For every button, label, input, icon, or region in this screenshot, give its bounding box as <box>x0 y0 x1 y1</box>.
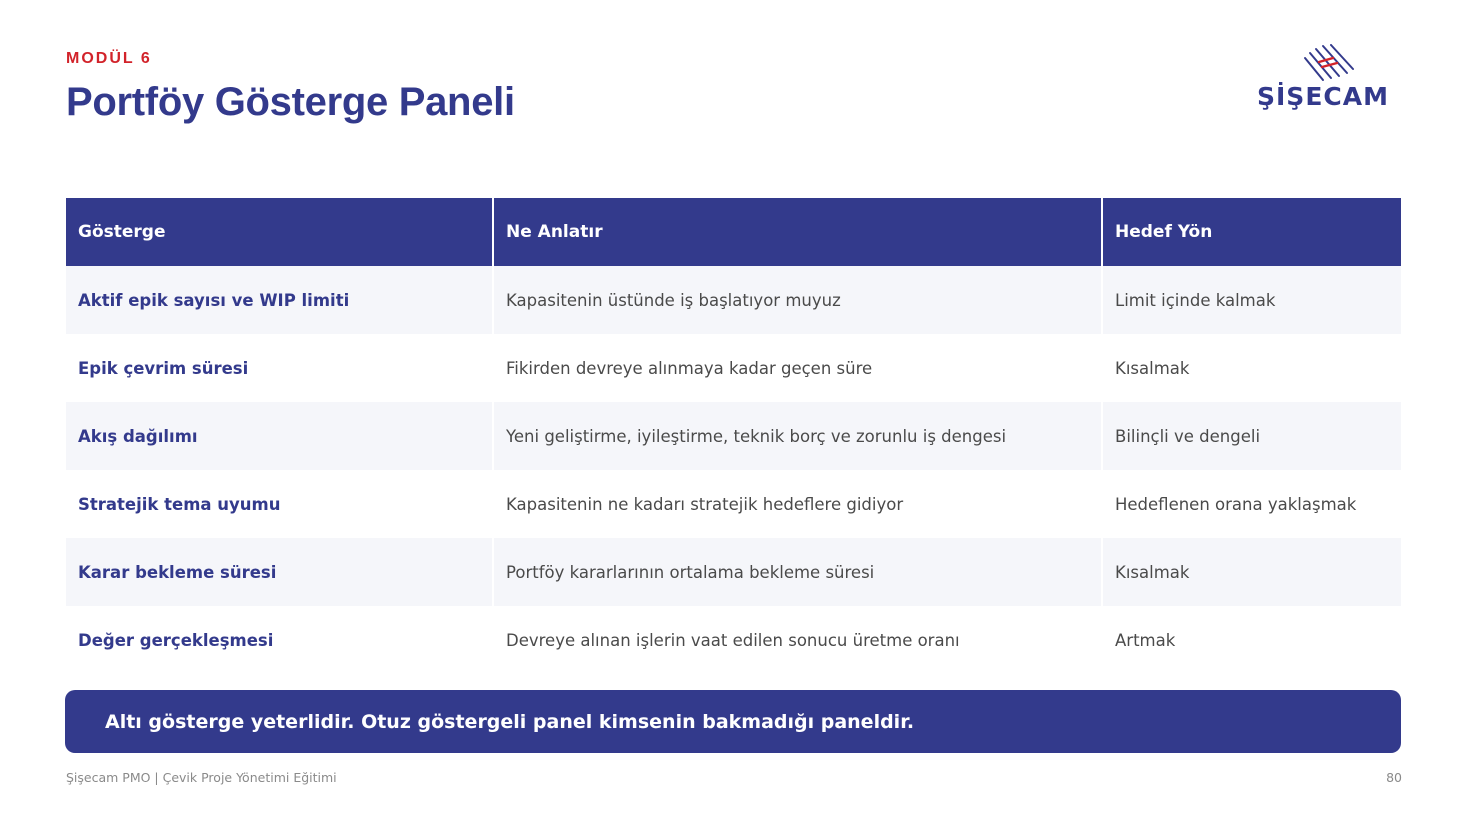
table-row <box>66 334 1401 402</box>
indicator-name: Değer gerçekleşmesi <box>66 606 494 674</box>
indicator-name: Stratejik tema uyumu <box>66 470 494 538</box>
column-header: Hedef Yön <box>1103 198 1401 266</box>
column-header: Gösterge <box>66 198 494 266</box>
sisecam-glass-lines-icon <box>1297 44 1357 82</box>
indicator-name: Akış dağılımı <box>66 402 494 470</box>
page-number: 80 <box>1386 770 1402 785</box>
brand-logo-text: ŞİŞECAM <box>1257 82 1389 111</box>
table-row <box>66 402 1401 470</box>
target-direction: Artmak <box>1103 606 1401 674</box>
indicator-description: Fikirden devreye alınmaya kadar geçen süre <box>494 334 1103 402</box>
target-direction: Hedeflenen orana yaklaşmak <box>1103 470 1401 538</box>
table-row <box>66 266 1401 334</box>
target-direction: Kısalmak <box>1103 334 1401 402</box>
indicator-description: Kapasitenin üstünde iş başlatıyor muyuz <box>494 266 1103 334</box>
table-row <box>66 606 1401 674</box>
table-row <box>66 538 1401 606</box>
kpi-table <box>66 198 1401 674</box>
target-direction: Bilinçli ve dengeli <box>1103 402 1401 470</box>
brand-logo <box>1257 44 1403 114</box>
table-header-row <box>66 198 1401 266</box>
column-header: Ne Anlatır <box>494 198 1103 266</box>
footer-text: Şişecam PMO | Çevik Proje Yönetimi Eğitimi <box>66 770 337 785</box>
indicator-description: Yeni geliştirme, iyileştirme, teknik borç ve zorunlu iş dengesi <box>494 402 1103 470</box>
indicator-description: Kapasitenin ne kadarı stratejik hedeflere gidiyor <box>494 470 1103 538</box>
table-row <box>66 470 1401 538</box>
target-direction: Limit içinde kalmak <box>1103 266 1401 334</box>
indicator-name: Karar bekleme süresi <box>66 538 494 606</box>
indicator-name: Aktif epik sayısı ve WIP limiti <box>66 266 494 334</box>
indicator-description: Portföy kararlarının ortalama bekleme süresi <box>494 538 1103 606</box>
indicator-description: Devreye alınan işlerin vaat edilen sonucu üretme oranı <box>494 606 1103 674</box>
indicator-name: Epik çevrim süresi <box>66 334 494 402</box>
target-direction: Kısalmak <box>1103 538 1401 606</box>
page-title: Portföy Gösterge Paneli <box>66 80 515 124</box>
key-message-banner <box>65 690 1401 753</box>
key-message-text: Altı gösterge yeterlidir. Otuz göstergeli panel kimsenin bakmadığı paneldir. <box>105 710 915 733</box>
module-label: MODÜL 6 <box>66 50 152 67</box>
